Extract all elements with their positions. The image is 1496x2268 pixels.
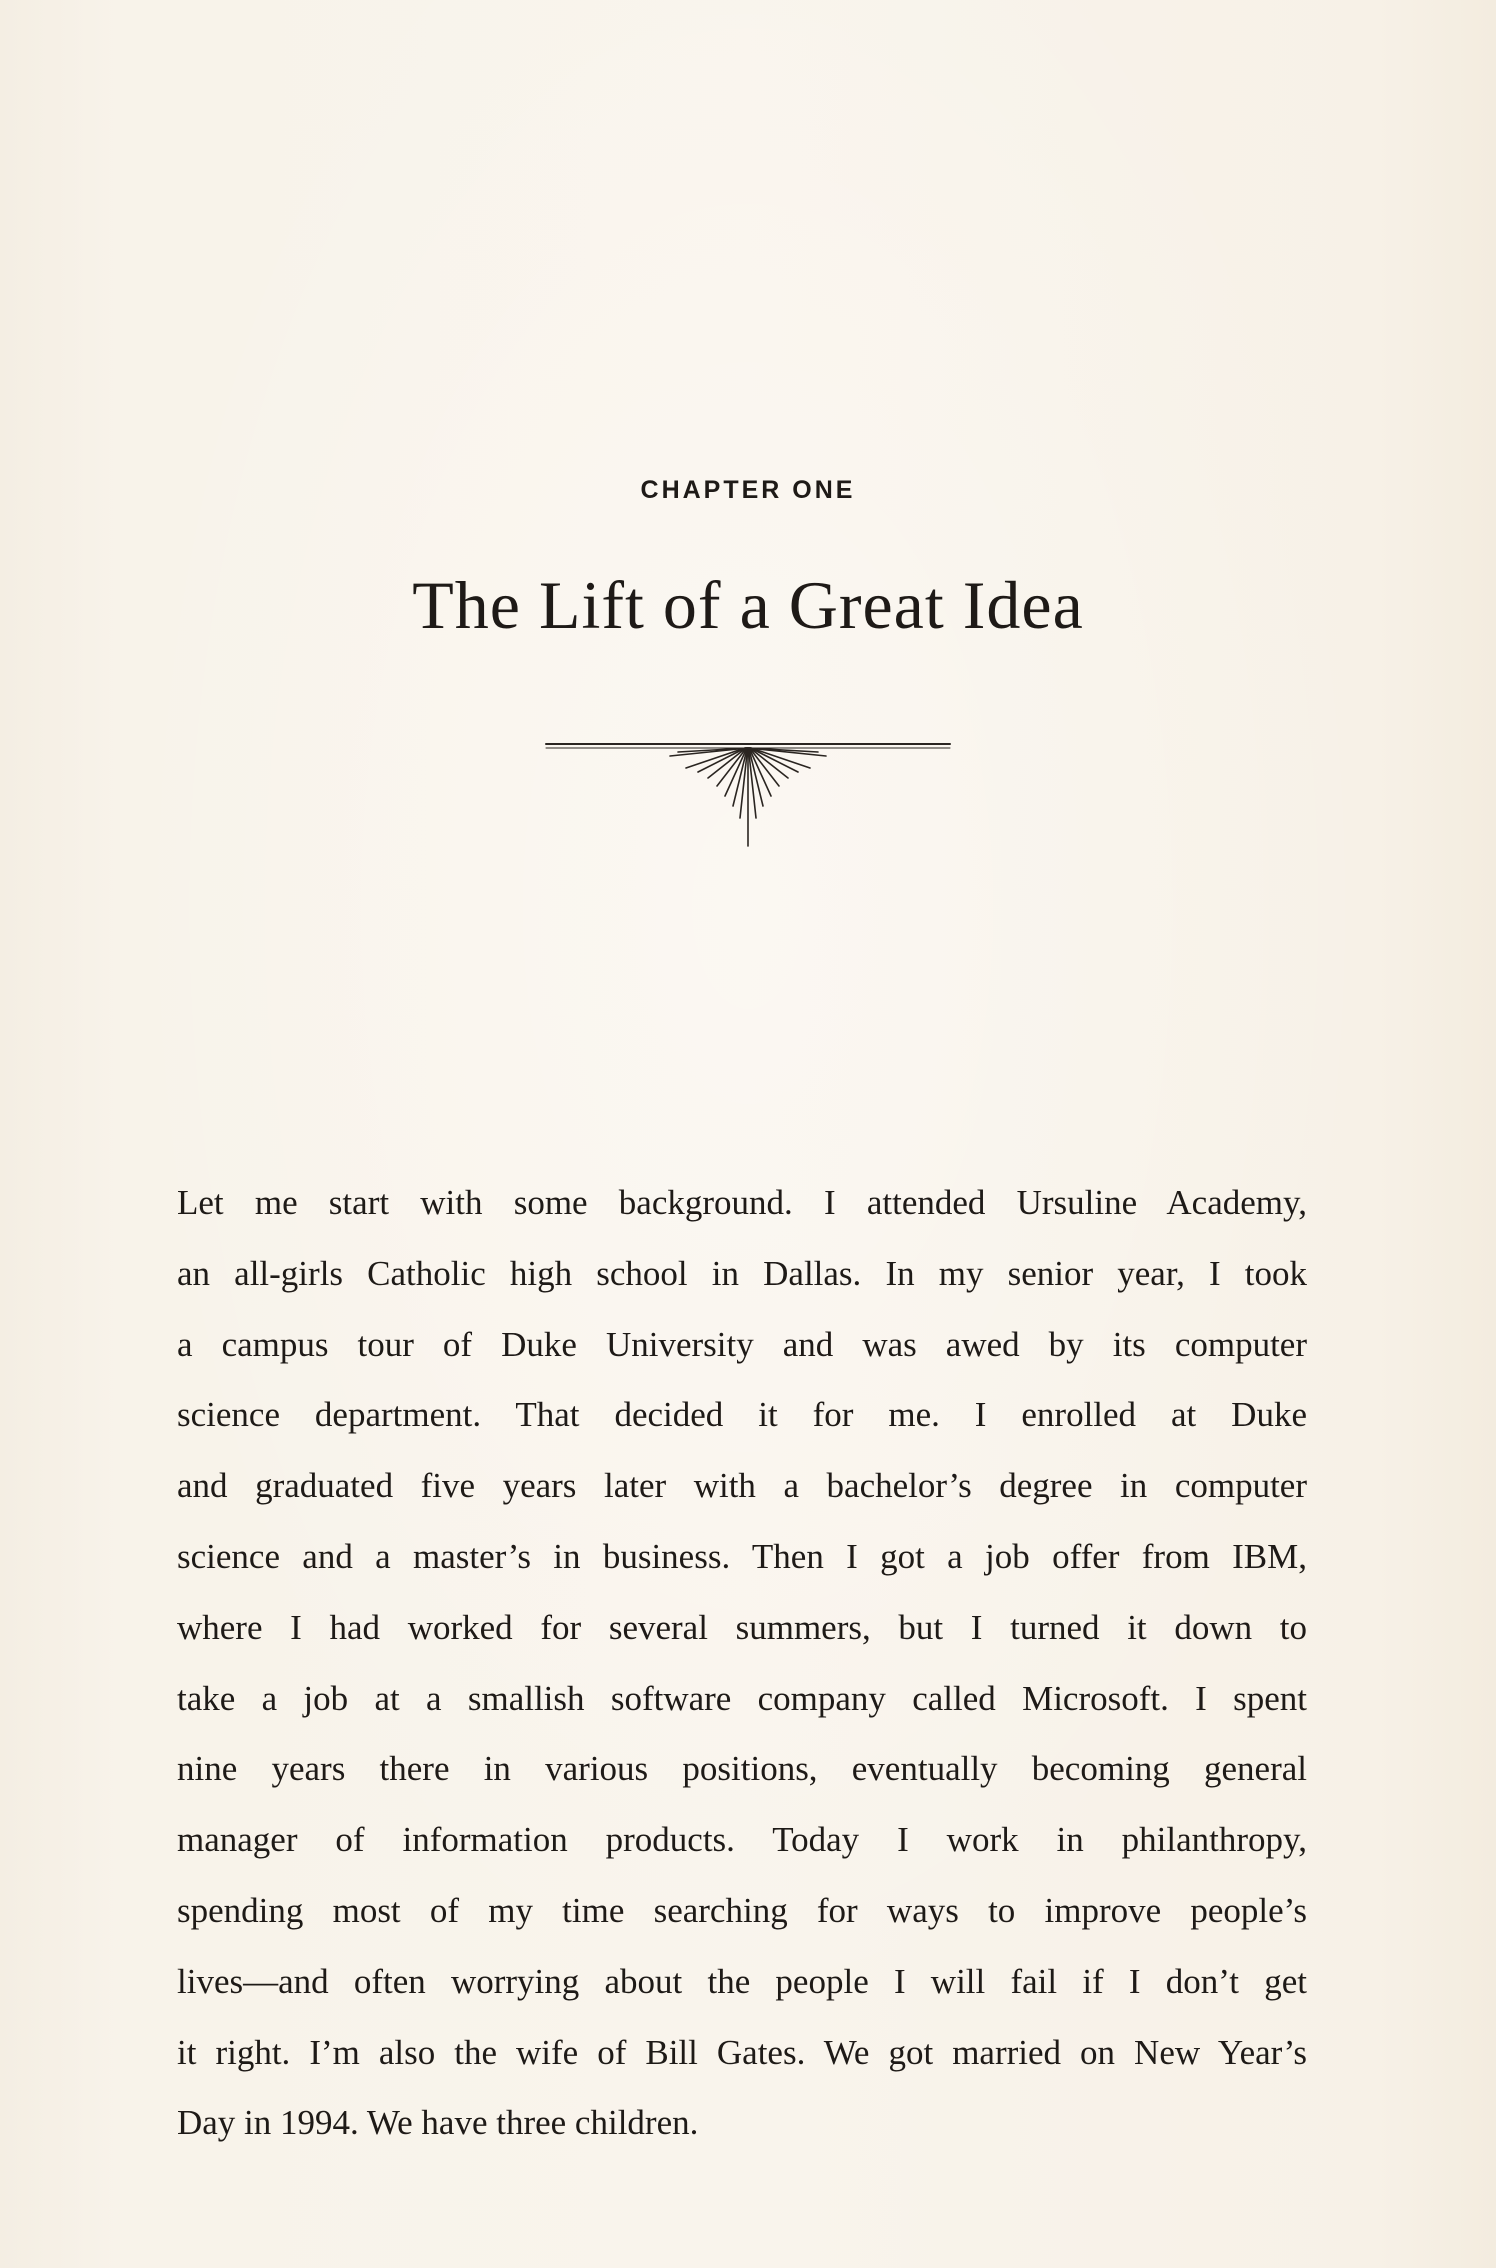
chapter-title: The Lift of a Great Idea [412,567,1084,643]
text-line: an all-girls Catholic high school in Dallas. In my senior year, I took [177,1253,1307,1293]
ornament-ray [740,748,748,818]
text-line: lives—and often worrying about the people I will fail if I don’t get [177,1961,1307,2001]
sunburst-divider-icon [544,730,952,850]
text-line: Let me start with some background. I attended Ursuline Academy, [177,1183,1307,1222]
text-line: science and a master’s in business. Then I got a job offer from IBM, [177,1536,1307,1576]
chapter-label: CHAPTER ONE [640,476,856,504]
text-line: nine years there in various positions, eventually becoming general [177,1749,1307,1789]
text-line: take a job at a smallish software company called Microsoft. I spent [177,1678,1307,1718]
text-line: science department. That decided it for me. I enrolled at Duke [177,1395,1307,1435]
text-line: and graduated five years later with a bachelor’s degree in computer [177,1466,1307,1506]
text-line: a campus tour of Duke University and was awed by its computer [177,1324,1307,1364]
text-line: spending most of my time searching for ways to improve people’s [177,1890,1307,1930]
ornament-ray [748,748,756,818]
body-paragraph [177,1168,1307,2159]
text-line: Day in 1994. We have three children. [177,2103,699,2143]
text-line: manager of information products. Today I work in philanthropy, [177,1820,1307,1860]
text-line: it right. I’m also the wife of Bill Gates. We got married on New Year’s [177,2032,1307,2072]
text-line: where I had worked for several summers, but I turned it down to [177,1607,1307,1647]
